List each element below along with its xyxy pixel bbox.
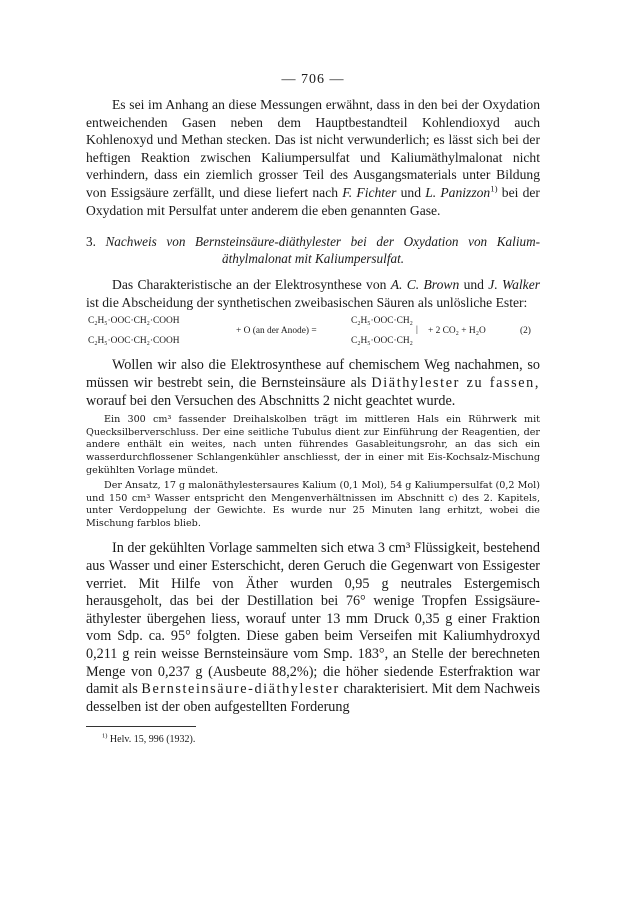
- paragraph-aim-text: Wollen wir also die Elektrosynthese auf chemischem Weg nachahmen, so müssen wir bestrebt sein, die Bernsteinsäure als: [86, 357, 540, 391]
- paragraph-results-end: charakterisiert. Mit dem Nachweis desselben ist der oben aufgestellten Forderung: [86, 681, 541, 715]
- author-panizzon: L. Panizzon: [425, 184, 491, 200]
- conjunction: und: [400, 184, 422, 200]
- paragraph-aim-end: worauf bei den Versuchen des Abschnitts 2 nicht geachtet wurde.: [86, 392, 456, 409]
- chemical-equation: [86, 314, 540, 350]
- paragraph-gases-end: bei der Oxydation mit Persulfat unter anderem die eben genannten Gase.: [86, 184, 540, 218]
- footnote: [86, 733, 540, 746]
- footnote-text: Helv. 15, 996 (1932).: [109, 734, 196, 746]
- author-brown: A. C. Brown: [390, 277, 460, 293]
- paragraph-electrosynthesis-end: ist die Abscheidung der synthetischen zweibasischen Säuren als unlösliche Ester:: [86, 294, 528, 310]
- section-title: Nachweis von Bernsteinsäure-diäthylester bei der Oxydation von Kalium-äthylmalonat mit Kaliumpersulfat.: [105, 234, 540, 267]
- paragraph-results: [86, 540, 540, 716]
- footnote-divider: [86, 726, 196, 727]
- eq-middle: + O (an der Anode) =: [236, 326, 317, 337]
- section-heading: [86, 233, 540, 267]
- eq-left-bottom: C₂H₅·OOC·CH₂·COOH: [88, 336, 180, 347]
- paragraph-electrosynthesis-text: Das Charakteristische an der Elektrosynthese von: [112, 277, 387, 293]
- small-print-batch: Der Ansatz, 17 g malonäthylestersaures Kalium (0,1 Mol), 54 g Kaliumpersulfat (0,2 Mol) und 150 cm³ Wasser entspricht den Mengenverhältnissen im Abschnitt c) des 2. Kapitels, unter Verdoppelung der Gewichte. Es wurde nur 25 Minuten lang erhitzt, wobei die Mischung farblos blieb.: [86, 480, 540, 529]
- spaced-diethylester: Diäthylester zu fassen,: [371, 374, 540, 391]
- page-number: — 706 —: [281, 72, 345, 87]
- eq-left-top: C₂H₅·OOC·CH₂·COOH: [88, 316, 180, 327]
- footnote-reference[interactable]: 1): [490, 183, 498, 194]
- eq-number: (2): [520, 326, 531, 337]
- document-page: [86, 72, 540, 746]
- eq-right-bottom: C₂H₅·OOC·CH₂: [351, 336, 413, 347]
- small-print-apparatus: Ein 300 cm³ fassender Dreihalskolben trägt im mittleren Hals ein Rührwerk mit Quecksilberverschluss. Der eine seitliche Tubulus dient zur Einführung der Reagentien, der andere enthält ein weites, nach unten führendes Gasableitungsrohr, an das sich ein wasserdurchflossener Schlangenkühler anschliesst, der in einer mit Eis-Kochsalz-Mischung gekühlten Vorlage mündet.: [86, 414, 540, 476]
- footnote-mark: 1): [102, 733, 108, 741]
- paragraph-aim: [86, 357, 540, 410]
- paragraph-gases-text: Es sei im Anhang an diese Messungen erwähnt, dass in den bei der Oxydation entweichenden Gasen neben dem Hauptbestandteil Kohlendioxyd auch Kohlenoxyd und Methan stecken. Das ist nicht verwunderlich; es lässt sich bei der heftigen Reaktion zwischen Kaliumpersulfat und Kaliumäthylmalonat nicht verhindern, dass ein ziemlich grosser Teil des Ausgangsmaterials unter Bildung von Essigsäure zerfällt, und diese liefert nach: [86, 97, 540, 200]
- paragraph-gases: [86, 96, 540, 219]
- paragraph-results-text: In der gekühlten Vorlage sammelten sich etwa 3 cm³ Flüssigkeit, bestehend aus Wasser und einer Esterschicht, deren Geruch die Gegenwart von Essigester verriet. Mit Hilfe von Äther wurden 0,95 g neutrales Estergemisch herausgeholt, das bei der Destillation bei 76° wenige Tropfen Essigsäure-äthylester übergehen liess, worauf unter 13 mm Druck 0,35 g einer Fraktion vom Sdp. ca. 95° folgten. Diese gaben beim Verseifen mit Kaliumhydroxyd 0,211 g rein weisse Bernsteinsäure vom Smp. 183°, an Stelle der berechneten Menge von 0,237 g (Ausbeute 88,2%); die höher siedende Esterfraktion war damit als: [86, 540, 540, 698]
- spaced-succinic-ester: Bernsteinsäure-diäthylester: [141, 681, 340, 698]
- author-walker: J. Walker: [488, 277, 541, 293]
- eq-right-top: C₂H₅·OOC·CH₂: [351, 316, 413, 327]
- author-fichter: F. Fichter: [342, 184, 397, 200]
- eq-products: + 2 CO₂ + H₂O: [428, 326, 486, 337]
- conjunction-2: und: [463, 277, 484, 293]
- eq-right-bar: |: [416, 325, 418, 336]
- paragraph-electrosynthesis: [86, 276, 540, 311]
- section-number: 3.: [86, 234, 96, 250]
